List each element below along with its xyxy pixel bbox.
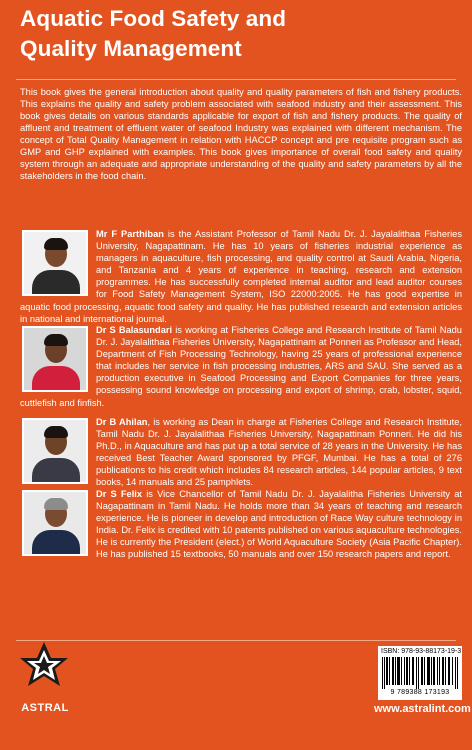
- barcode-icon: [382, 657, 458, 689]
- author-name: Dr S Balasundari: [96, 325, 173, 335]
- astral-logo-icon: [18, 640, 70, 702]
- isbn-label: ISBN: 978-93-88173-19-3: [381, 648, 462, 655]
- publisher-name: ASTRAL: [21, 702, 69, 714]
- author-photo: [22, 326, 88, 392]
- title-line-1: Aquatic Food Safety and: [20, 6, 287, 31]
- author-bio-felix: [20, 488, 462, 561]
- barcode-number: 9 789388 173193: [390, 689, 450, 696]
- author-name: Mr F Parthiban: [96, 229, 164, 239]
- title-line-2: Quality Management: [20, 36, 242, 61]
- author-bio-parthiban: [20, 228, 462, 325]
- author-bio-text: is working at Fisheries College and Research Institute of Tamil Nadu Dr. J. Jayalalithaa Fisheries University, Nagapattinam at Ponneri as Professor and Head, Department of Fish Processing Technology, having 25 years of professional experience that includes her service in fish processing industries, ARS and SAU. She served as a production executive in Seafood Processing and Export Companies for three years, possessing sound knowledge on processing and export of shrimp, crab, lobster, squid, cuttlefish and finfish.: [20, 325, 462, 408]
- book-title: [20, 4, 460, 64]
- author-bio-text: is Vice Chancellor of Tamil Nadu Dr. J. Jayalalitha Fisheries University at Nagapattinam in Tamil Nadu. He holds more than 34 years of teaching and research experience. He is pioneer in develop and introduction of Race Way culture technology in India. Dr. Felix is credited with 10 patents published on various aquaculture technologies. He is currently the President (elect.) of World Aquaculture Society (Asia Pacific Chapter). He has published 15 textbooks, 50 manuals and over 150 research papers and report.: [96, 489, 462, 560]
- author-bio-balasundari: [20, 324, 462, 409]
- author-bio-ahilan: [20, 416, 462, 489]
- publisher-website-link[interactable]: www.astralint.com: [374, 703, 471, 715]
- author-name: Dr B Ahilan: [96, 417, 148, 427]
- author-photo: [22, 490, 88, 556]
- book-description: This book gives the general introduction about quality and quality parameters of fish and fishery products. This explains the quality and safety problem associated with seafood industry and their assessment. This book gives details on various standards applicable for export of fish and fishery products. The quality of affluent and treatment of effluent water of seafood Industry was explained with different mechanism. The concept of Total Quality Management in relation with HACCP concept and pre requisite program such as GMP and GHP explained with examples. This book gives importance of overall food safety and quality system through an adequate and appropriate understanding of the quality and safety parameters by all the stakeholders in the food chain.: [20, 87, 462, 181]
- barcode-panel: [378, 646, 462, 700]
- author-bio-text: , is working as Dean in charge at Fisheries College and Research Institute, Tamil Nadu Dr. J. Jayalalithaa Fisheries University, Nagapattinam Ponneri. He did his Ph.D., in Aquaculture and has put up a total service of 28 years in the University. He has received Best Teacher Award sponsored by PFGF, Mumbai. He has a total of 276 publications to his credit which includes 84 research articles, 144 popular articles, 9 text books, 14 manuals and 25 pamphlets.: [96, 417, 462, 488]
- author-photo: [22, 418, 88, 484]
- author-photo: [22, 230, 88, 296]
- author-name: Dr S Felix: [96, 489, 143, 499]
- title-divider: [16, 79, 456, 80]
- footer-divider: [16, 640, 456, 641]
- author-bio-text: is the Assistant Professor of Tamil Nadu Dr. J. Jayalalithaa Fisheries University, Nagapattinam. He has 10 years of fisheries industrial experience as managers in aquaculture, fish processing, and quality control at Saudi Arabia, Nigeria, and Tanzania and 4 years of experience in teaching, research and extension programmes. He has successfully completed internal auditor and lead auditor courses for Food Safety Management System, ISO 22000:2005. He has good expertise in aquatic food processing, aquatic food safety and quality. He has published research and extension articles in national and international journal.: [20, 229, 462, 324]
